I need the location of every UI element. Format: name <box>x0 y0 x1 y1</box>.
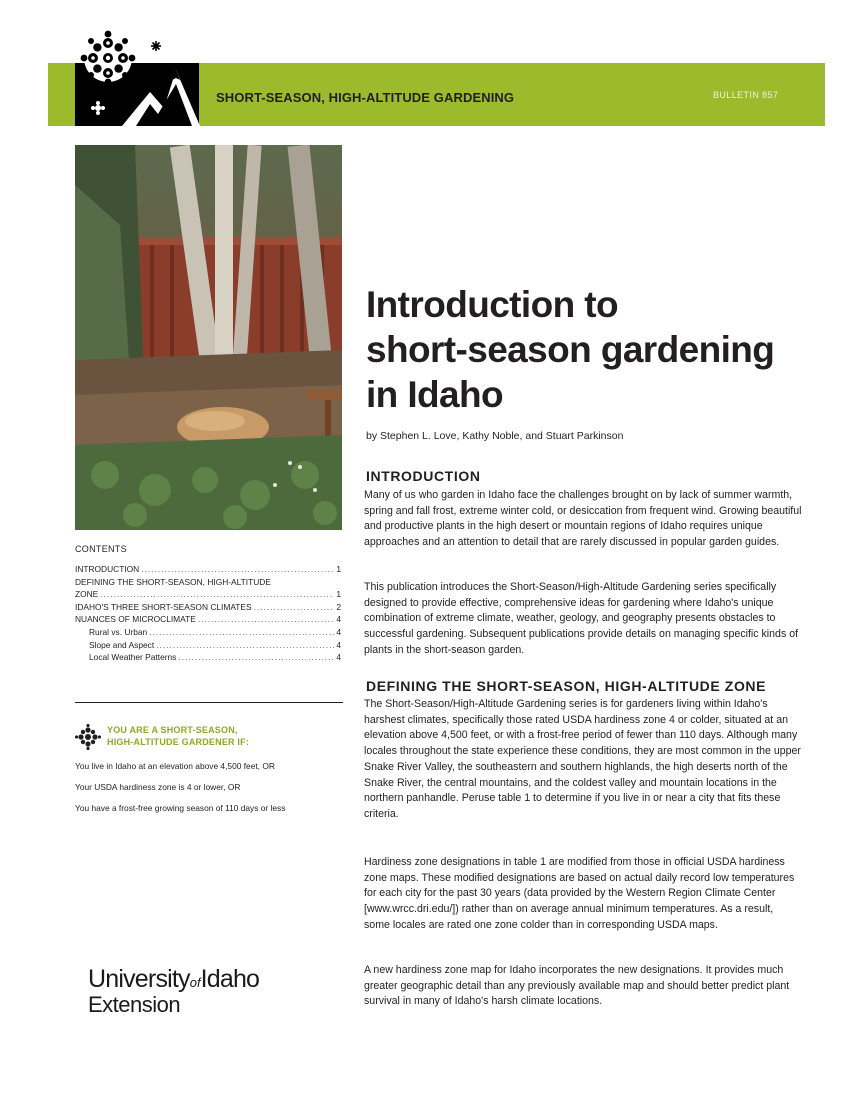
zone-paragraph: The Short-Season/High-Altitude Gardening series is for gardeners living within Idaho's harshest climates, specifically those rated USDA hardiness zone 4 or colder, situated at an elevation above 4,500 feet, or with a frost-free period of fewer than 110 days. Although many locales throughout the state experience these conditions, they are most common in the upper Snake River Valley, the southeastern and southern highlands, the high deserts north of the Snake River, the central mountains, and the coldest valley and mountain locations in the northern panhandle. Peruse table 1 to determine if you live in or near a city that fits these criteria. <box>364 698 801 820</box>
snowflake-mountain-logo-icon <box>78 26 200 126</box>
contents-heading: CONTENTS <box>75 544 127 554</box>
university-of-idaho-extension-logo: UniversityofIdaho Extension <box>88 965 260 1017</box>
byline: by Stephen L. Love, Kathy Noble, and Stuart Parkinson <box>366 430 624 442</box>
snowflake-icon <box>75 724 101 750</box>
toc-entry-defining-zone[interactable]: DEFINING THE SHORT-SEASON, HIGH-ALTITUDE ZONE ..... 1 <box>75 576 341 601</box>
contents-divider <box>75 702 343 703</box>
toc-entry-three-climates[interactable]: IDAHO'S THREE SHORT-SEASON CLIMATES ..... 2 <box>75 601 341 614</box>
garden-photo-icon <box>75 145 342 530</box>
toc-entry-weather-patterns[interactable]: Local Weather Patterns ..... 4 <box>75 651 341 664</box>
checklist-item: You have a frost-free growing season of 110 days or less <box>75 803 286 813</box>
toc-entry-rural-urban[interactable]: Rural vs. Urban ..... 4 <box>75 626 341 639</box>
toc-entry-microclimate[interactable]: NUANCES OF MICROCLIMATE ..... 4 <box>75 613 341 626</box>
checklist-item: You live in Idaho at an elevation above 4,500 feet, OR <box>75 761 275 771</box>
checklist-heading: YOU ARE A SHORT-SEASON, HIGH-ALTITUDE GARDENER IF: <box>107 725 250 747</box>
page-title: Introduction to short-season gardening in Idaho <box>366 284 775 415</box>
introduction-paragraph: This publication introduces the Short-Season/High-Altitude Gardening series specifically designed to provide effective, comprehensive ideas for gardening where Idaho's unique combination of extreme climate, weather, geology, and geography presents obstacles to successful gardening. Subsequent publications provide details on managing specific kinds of plants in the short-season garden. <box>364 581 799 656</box>
checklist-item: Your USDA hardiness zone is 4 or lower, OR <box>75 782 241 792</box>
introduction-paragraph: Many of us who garden in Idaho face the challenges brought on by lack of summer warmth, spring and fall frost, extreme winter cold, or desiccation from frequent wind. Growing beautiful and productive plants in the high desert or mountain regions of Idaho requires unique approaches and an attention to detail that are rarely discussed in popular garden guides. <box>364 489 802 549</box>
table-of-contents <box>75 544 341 664</box>
gardener-checklist <box>75 724 345 823</box>
toc-entry-slope-aspect[interactable]: Slope and Aspect ..... 4 <box>75 639 341 652</box>
series-title: SHORT-SEASON, HIGH-ALTITUDE GARDENING <box>216 90 515 105</box>
toc-entry-introduction[interactable]: INTRODUCTION ..... 1 <box>75 563 341 576</box>
zone-paragraph: Hardiness zone designations in table 1 are modified from those in official USDA hardiness zone maps. These modified designations are based on actual daily record low temperatures for each city for the past 30 years (data provided by the Western Region Climate Center [www.wrcc.dri.edu/]) rather than on average annual minimum temperatures. As a result, some locales are rated one zone colder than in corresponding USDA maps. <box>364 856 795 931</box>
zone-paragraph: A new hardiness zone map for Idaho incorporates the new designations. It provides much greater geographic detail than any previously available map and should better predict plant survival in many of Idaho's harsh climate locations. <box>364 964 790 1008</box>
zone-heading: DEFINING THE SHORT-SEASON, HIGH-ALTITUDE ZONE <box>366 678 767 694</box>
bulletin-number: BULLETIN 857 <box>713 90 779 100</box>
introduction-heading: INTRODUCTION <box>366 468 481 484</box>
